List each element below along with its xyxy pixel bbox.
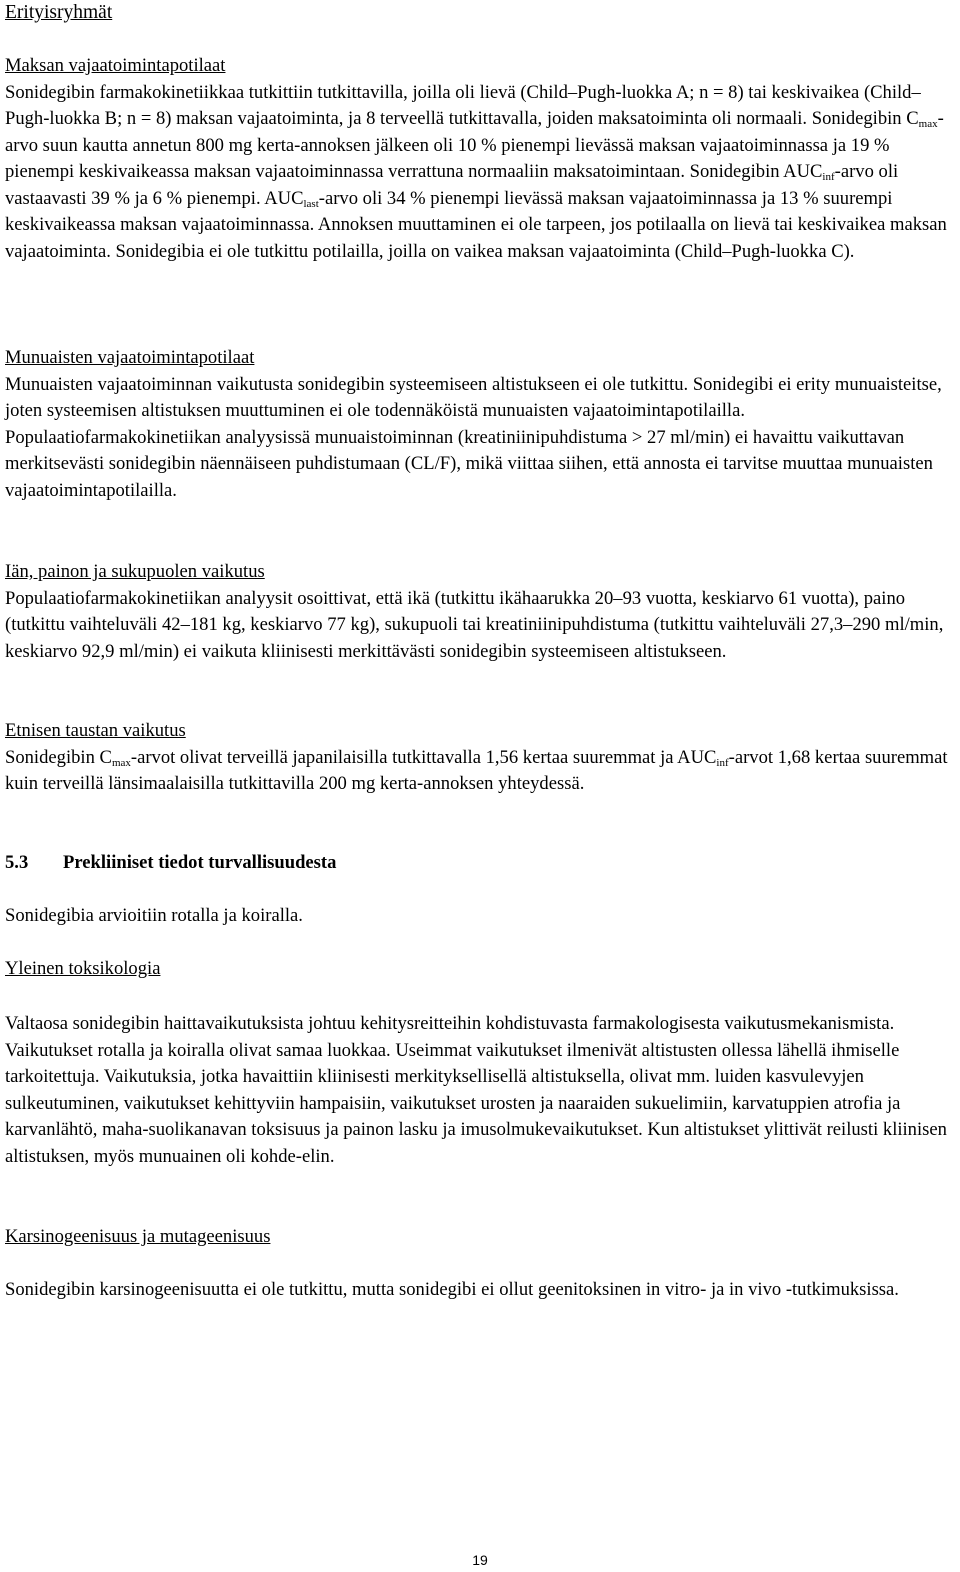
tox-paragraph: Valtaosa sonidegibin haittavaikutuksista johtuu kehitysreitteihin kohdistuvasta farmakologisesta vaikutusmekanismista. Vaikutukset rotalla ja koiralla olivat samaa luokkaa. Useimmat vaikutukset ilmenivät altistusten ollessa lähellä ihmiselle tarkoitettuja. Vaikutuksia, jotka havaittiin kliinisesti merkityksellisellä altistuksella, olivat mm. luiden kasvulevyjen sulkeutuminen, vaikutukset kehittyviin hampaisiin, vaikutukset urosten ja naaraiden sukuelimiin, karvatuppien atrofia ja karvanlähtö, maha-suolikanavan toksisuus ja painon lasku ja imusolmukevaikutukset. Kun altistukset ylittivät reilusti kliinisen altistuksen, myös munuainen oli kohde-elin. xyxy=(5,1013,947,1167)
age-section xyxy=(5,559,957,665)
section-heading: Erityisryhmät xyxy=(5,2,113,23)
section-5-3-intro xyxy=(5,903,957,930)
ethnic-subheading: Etnisen taustan vaikutus xyxy=(5,720,186,741)
age-subheading: Iän, painon ja sukupuolen vaikutus xyxy=(5,561,265,582)
intro-paragraph: Sonidegibia arvioitiin rotalla ja koiralla. xyxy=(5,905,303,926)
renal-subheading: Munuaisten vajaatoimintapotilaat xyxy=(5,347,255,368)
cmax-subscript: max xyxy=(918,118,938,130)
liver-text-4: -arvo oli 34 % pienempi lievässä maksan vajaatoiminnassa ja 13 % suurempi keskivaikeassa maksan vajaatoiminnassa. Annoksen muuttaminen ei ole tarpeen, jos potilaalla on lievä tai keskivaikea maksan vajaatoiminta. Sonidegibia ei ole tutkittu potilailla, joilla on vaikea maksan vajaatoiminta (Child–Pugh-luokka C). xyxy=(5,187,947,262)
carc-section xyxy=(5,1224,957,1251)
renal-paragraph: Munuaisten vajaatoiminnan vaikutusta sonidegibin systeemiseen altistukseen ei ole tutkittu. Sonidegibi ei erity munuaisteitse, joten systeemisen altistuksen muuttuminen ei ole todennäköistä munuaisten vajaatoimintapotilailla. Populaatiofarmakokinetiikan analyysissä munuaistoiminnan (kreatiniinipuhdistuma > 27 ml/min) ei havaittu vaikuttavan merkitsevästi sonidegibin näennäiseen puhdistumaan (CL/F), mikä viittaa siihen, että annosta ei tarvitse muuttaa munuaisten vajaatoimintapotilailla. xyxy=(5,373,942,501)
tox-section xyxy=(5,956,957,983)
carc-body xyxy=(5,1277,957,1304)
ethnic-text-1: Sonidegibin C xyxy=(5,746,112,768)
cmax-subscript: max xyxy=(111,756,131,769)
ethnic-text-2: -arvot olivat terveillä japanilaisilla tutkittavalla 1,56 kertaa suuremmat ja AUC xyxy=(130,746,717,768)
carc-subheading: Karsinogeenisuus ja mutageenisuus xyxy=(5,1226,271,1247)
ethnic-section xyxy=(5,718,957,798)
ethnic-text-3: -arvot 1,68 kertaa suuremmat kuin terveillä länsimaalaisilla tutkittavilla 200 mg kerta-annoksen yhteydessä. xyxy=(5,746,948,794)
tox-body xyxy=(5,1011,957,1170)
ethnic-paragraph xyxy=(5,745,957,798)
carc-paragraph: Sonidegibin karsinogeenisuutta ei ole tutkittu, mutta sonidegibi ei ollut geenitoksinen in vitro- ja in vivo -tutkimuksissa. xyxy=(5,1279,899,1300)
section-5-3-heading xyxy=(5,850,957,877)
age-paragraph: Populaatiofarmakokinetiikan analyysit osoittivat, että ikä (tutkittu ikähaarukka 20–93 vuotta, keskiarvo 61 vuotta), paino (tutkittu vaihteluväli 42–181 kg, keskiarvo 77 kg), sukupuoli tai kreatiniinipuhdistuma (tutkittu vaihteluväli 27,3–290 ml/min, keskiarvo 92,9 ml/min) ei vaikuta kliinisesti merkittävästi sonidegibin systeemiseen altistukseen. xyxy=(5,587,944,662)
section-number: 5.3 xyxy=(5,852,29,873)
liver-text-3: -arvo oli vastaavasti 39 % ja 6 % pienempi. AUC xyxy=(5,161,899,209)
renal-section xyxy=(5,345,957,504)
last-subscript: last xyxy=(303,197,319,210)
inf-subscript: inf xyxy=(716,756,729,769)
liver-paragraph xyxy=(5,80,957,266)
liver-section xyxy=(5,53,957,265)
liver-text-1: Sonidegibin farmakokinetiikkaa tutkittiin tutkittavilla, joilla oli lievä (Child–Pugh-luokka A; n = 8) tai keskivaikea (Child–Pugh-luokka B; n = 8) maksan vajaatoiminta, ja 8 terveellä tutkittavalla, joiden maksatoiminta oli normaali. Sonidegibin C xyxy=(5,81,921,129)
page-number: 19 xyxy=(472,1552,488,1568)
liver-text-2: -arvo suun kautta annetun 800 mg kerta-annoksen jälkeen oli 10 % pienempi lievässä maksan vajaatoiminnassa ja 19 % pienempi keskivaikeassa maksan vajaatoiminnassa verrattuna normaaliin maksatoimintaan. Sonidegibin AUC xyxy=(5,108,944,182)
inf-subscript: inf xyxy=(822,171,835,183)
section-title: Prekliiniset tiedot turvallisuudesta xyxy=(63,852,337,873)
tox-subheading: Yleinen toksikologia xyxy=(5,958,161,979)
liver-subheading: Maksan vajaatoimintapotilaat xyxy=(5,55,226,76)
